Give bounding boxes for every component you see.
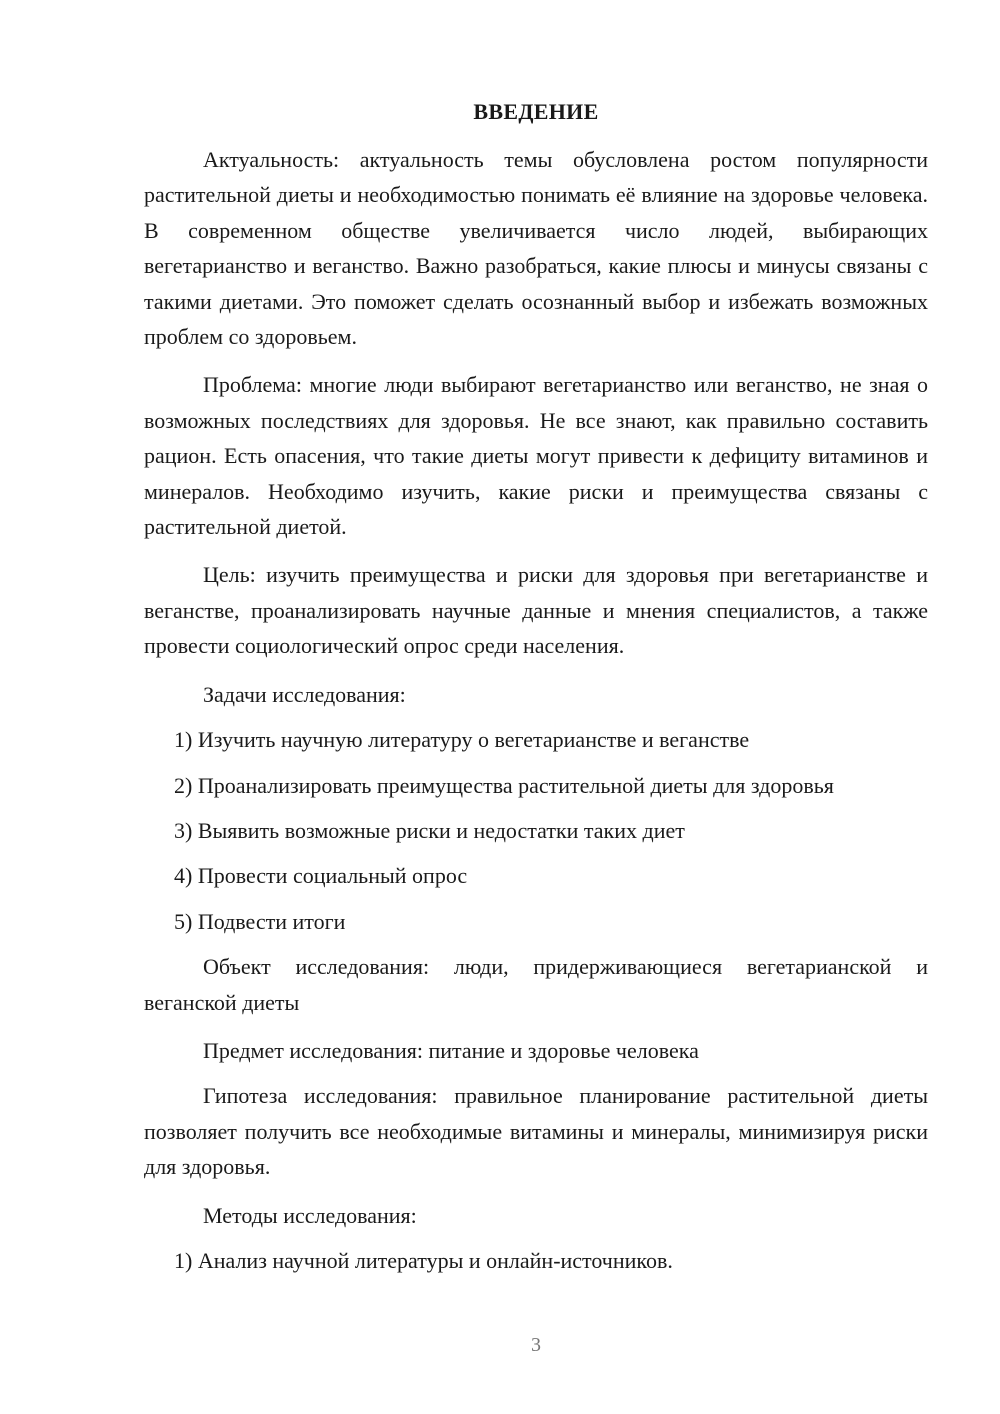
- method-item-1: 1) Анализ научной литературы и онлайн-источников.: [174, 1247, 673, 1273]
- paragraph-problem: Проблема: многие люди выбирают вегетарианство или веганство, не зная о возможных последствиях для здоровья. Не все знают, как правильно составить рацион. Есть опасения, что такие диеты могут привести к дефициту витаминов и минералов. Необходимо изучить, какие риски и преимущества связаны с растительной диетой.: [144, 372, 928, 540]
- paragraph-subject: Предмет исследования: питание и здоровье человека: [203, 1037, 699, 1063]
- task-item-2: 2) Проанализировать преимущества растительной диеты для здоровья: [174, 772, 834, 798]
- paragraph-object: Объект исследования: люди, придерживающиеся вегетарианской и веганской диеты: [144, 954, 928, 1015]
- document-body: [144, 142, 928, 1288]
- paragraph-relevance: Актуальность: актуальность темы обусловлена ростом популярности растительной диеты и необходимостью понимать её влияние на здоровье человека. В современном обществе увеличивается число людей, выбирающих вегетарианство и веганство. Важно разобраться, какие плюсы и минусы связаны с такими диетами. Это поможет сделать осознанный выбор и избежать возможных проблем со здоровьем.: [144, 147, 928, 350]
- document-page: [144, 0, 928, 1414]
- paragraph-goal: Цель: изучить преимущества и риски для здоровья при вегетарианстве и веганстве, проанализировать научные данные и мнения специалистов, а также провести социологический опрос среди населения.: [144, 562, 928, 659]
- task-item-4: 4) Провести социальный опрос: [174, 863, 468, 889]
- page-number: 3: [531, 1334, 541, 1356]
- task-item-1: 1) Изучить научную литературу о вегетарианстве и веганстве: [174, 727, 750, 753]
- paragraph-hypothesis: Гипотеза исследования: правильное планирование растительной диеты позволяет получить все необходимые витамины и минералы, минимизируя риски для здоровья.: [144, 1083, 928, 1180]
- tasks-heading: Задачи исследования:: [203, 681, 406, 707]
- page-heading: ВВЕДЕНИЕ: [473, 99, 599, 124]
- methods-heading: Методы исследования:: [203, 1202, 417, 1228]
- task-item-3: 3) Выявить возможные риски и недостатки таких диет: [174, 817, 685, 843]
- task-item-5: 5) Подвести итоги: [174, 908, 346, 934]
